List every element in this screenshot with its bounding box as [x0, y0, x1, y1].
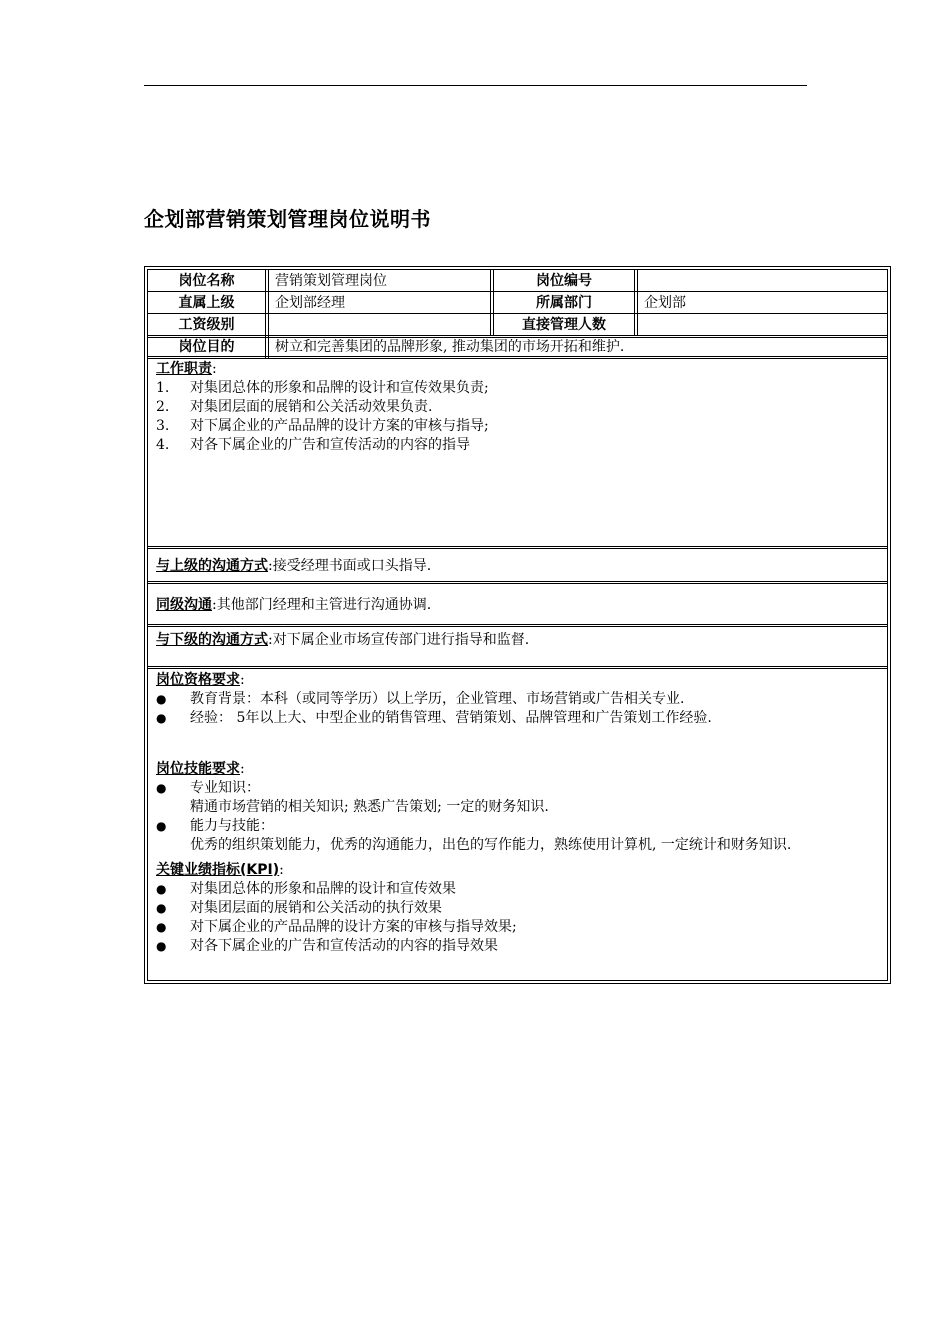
subordinate-communication: [156, 631, 879, 650]
qualification-text: 教育背景：本科（或同等学历）以上学历，企业管理、市场营销或广告相关专业.: [190, 691, 685, 707]
list-item: [156, 398, 879, 417]
skill-detail: 优秀的组织策划能力，优秀的沟通能力，出色的写作能力，熟练使用计算机, 一定统计和财务知识.: [190, 837, 792, 853]
peer-communication-label: 同级沟通: [156, 597, 212, 613]
kpi-text: 对各下属企业的广告和宣传活动的内容的指导效果: [190, 938, 498, 954]
value-position-name: 营销策划管理岗位: [275, 273, 387, 289]
skill-detail: 精通市场营销的相关知识; 熟悉广告策划; 一定的财务知识.: [190, 799, 549, 815]
bullet-icon: ●: [156, 819, 167, 833]
qualifications-heading: 岗位资格要求: [156, 672, 240, 688]
item-number: 4.: [156, 437, 170, 453]
label-direct-reports: 直接管理人数: [522, 317, 606, 333]
item-number: 3.: [156, 418, 170, 434]
label-department: 所属部门: [536, 295, 592, 311]
value-direct-superior: 企划部经理: [275, 295, 345, 311]
kpi-text: 对集团层面的展销和公关活动的执行效果: [190, 900, 442, 916]
value-position-purpose: 树立和完善集团的品牌形象, 推动集团的市场开拓和维护.: [275, 339, 625, 355]
label-direct-superior: 直属上级: [178, 295, 235, 311]
bullet-icon: ●: [156, 939, 167, 953]
section-divider: [148, 581, 887, 584]
row-divider: [148, 313, 887, 314]
bullet-icon: ●: [156, 711, 167, 725]
bullet-icon: ●: [156, 692, 167, 706]
column-divider: [265, 270, 266, 358]
duties-colon: :: [212, 361, 217, 377]
label-colon: :: [279, 862, 284, 878]
table-inner-border: [147, 269, 888, 981]
list-item: [156, 690, 879, 709]
list-item: [156, 880, 879, 899]
section-divider: [148, 624, 887, 627]
duty-text: 对各下属企业的广告和宣传活动的内容的指导: [190, 437, 470, 453]
header-rule: [144, 85, 807, 86]
duty-text: 对集团层面的展销和公关活动效果负责.: [190, 399, 433, 415]
value-position-code: [638, 271, 644, 291]
label-colon: :: [240, 672, 245, 688]
skill-title: 能力与技能：: [190, 818, 274, 834]
kpi-heading: 关键业绩指标(KPI): [156, 862, 280, 878]
list-item: [156, 899, 879, 918]
list-item: [156, 779, 879, 798]
superior-communication-text: 接受经理书面或口头指导.: [272, 558, 432, 574]
skill-title: 专业知识：: [190, 780, 260, 796]
value-department: 企划部: [644, 295, 686, 311]
peer-communication-text: 其他部门经理和主管进行沟通协调.: [216, 597, 432, 613]
qualification-text: 经验： 5年以上大、中型企业的销售管理、营销策划、品牌管理和广告策划工作经验.: [190, 710, 712, 726]
superior-communication-label: 与上级的沟通方式: [156, 558, 268, 574]
column-divider: [490, 270, 491, 336]
bullet-icon: ●: [156, 882, 167, 896]
section-divider: [148, 666, 887, 669]
bullet-icon: ●: [156, 901, 167, 915]
subordinate-communication-label: 与下级的沟通方式: [156, 632, 268, 648]
label-colon: :: [212, 597, 217, 613]
bullet-icon: ●: [156, 781, 167, 795]
bullet-icon: ●: [156, 920, 167, 934]
kpi-text: 对下属企业的产品品牌的设计方案的审核与指导效果;: [190, 919, 517, 935]
duties-section: [156, 360, 879, 455]
skills-heading: 岗位技能要求: [156, 761, 240, 777]
label-position-code: 岗位编号: [536, 273, 592, 289]
section-divider: [148, 546, 887, 549]
list-item: [156, 817, 879, 836]
list-item: [156, 379, 879, 398]
kpi-text: 对集团总体的形象和品牌的设计和宣传效果: [190, 881, 456, 897]
row-divider: [148, 291, 887, 292]
superior-communication: [156, 557, 879, 576]
list-item: [156, 937, 879, 956]
label-colon: :: [268, 558, 273, 574]
value-salary-level: [269, 315, 275, 335]
item-number: 2.: [156, 399, 170, 415]
job-description-table: [144, 266, 891, 984]
list-item: [156, 417, 879, 436]
label-position-name: 岗位名称: [178, 273, 235, 289]
label-position-purpose: 岗位目的: [178, 339, 235, 355]
label-colon: :: [240, 761, 245, 777]
list-item: [156, 436, 879, 455]
duty-text: 对集团总体的形象和品牌的设计和宣传效果负责;: [190, 380, 489, 396]
duties-heading: 工作职责: [156, 361, 212, 377]
subordinate-communication-text: 对下属企业市场宣传部门进行指导和监督.: [272, 632, 530, 648]
label-colon: :: [268, 632, 273, 648]
column-divider: [634, 270, 635, 336]
document-title: 企划部营销策划管理岗位说明书: [144, 207, 431, 231]
value-direct-reports: [638, 315, 644, 335]
list-item: [156, 709, 879, 728]
label-salary-level: 工资级别: [178, 317, 235, 333]
peer-communication: [156, 596, 879, 615]
item-number: 1.: [156, 380, 170, 396]
list-item: [156, 918, 879, 937]
duty-text: 对下属企业的产品品牌的设计方案的审核与指导;: [190, 418, 489, 434]
requirements-section: [156, 671, 879, 956]
